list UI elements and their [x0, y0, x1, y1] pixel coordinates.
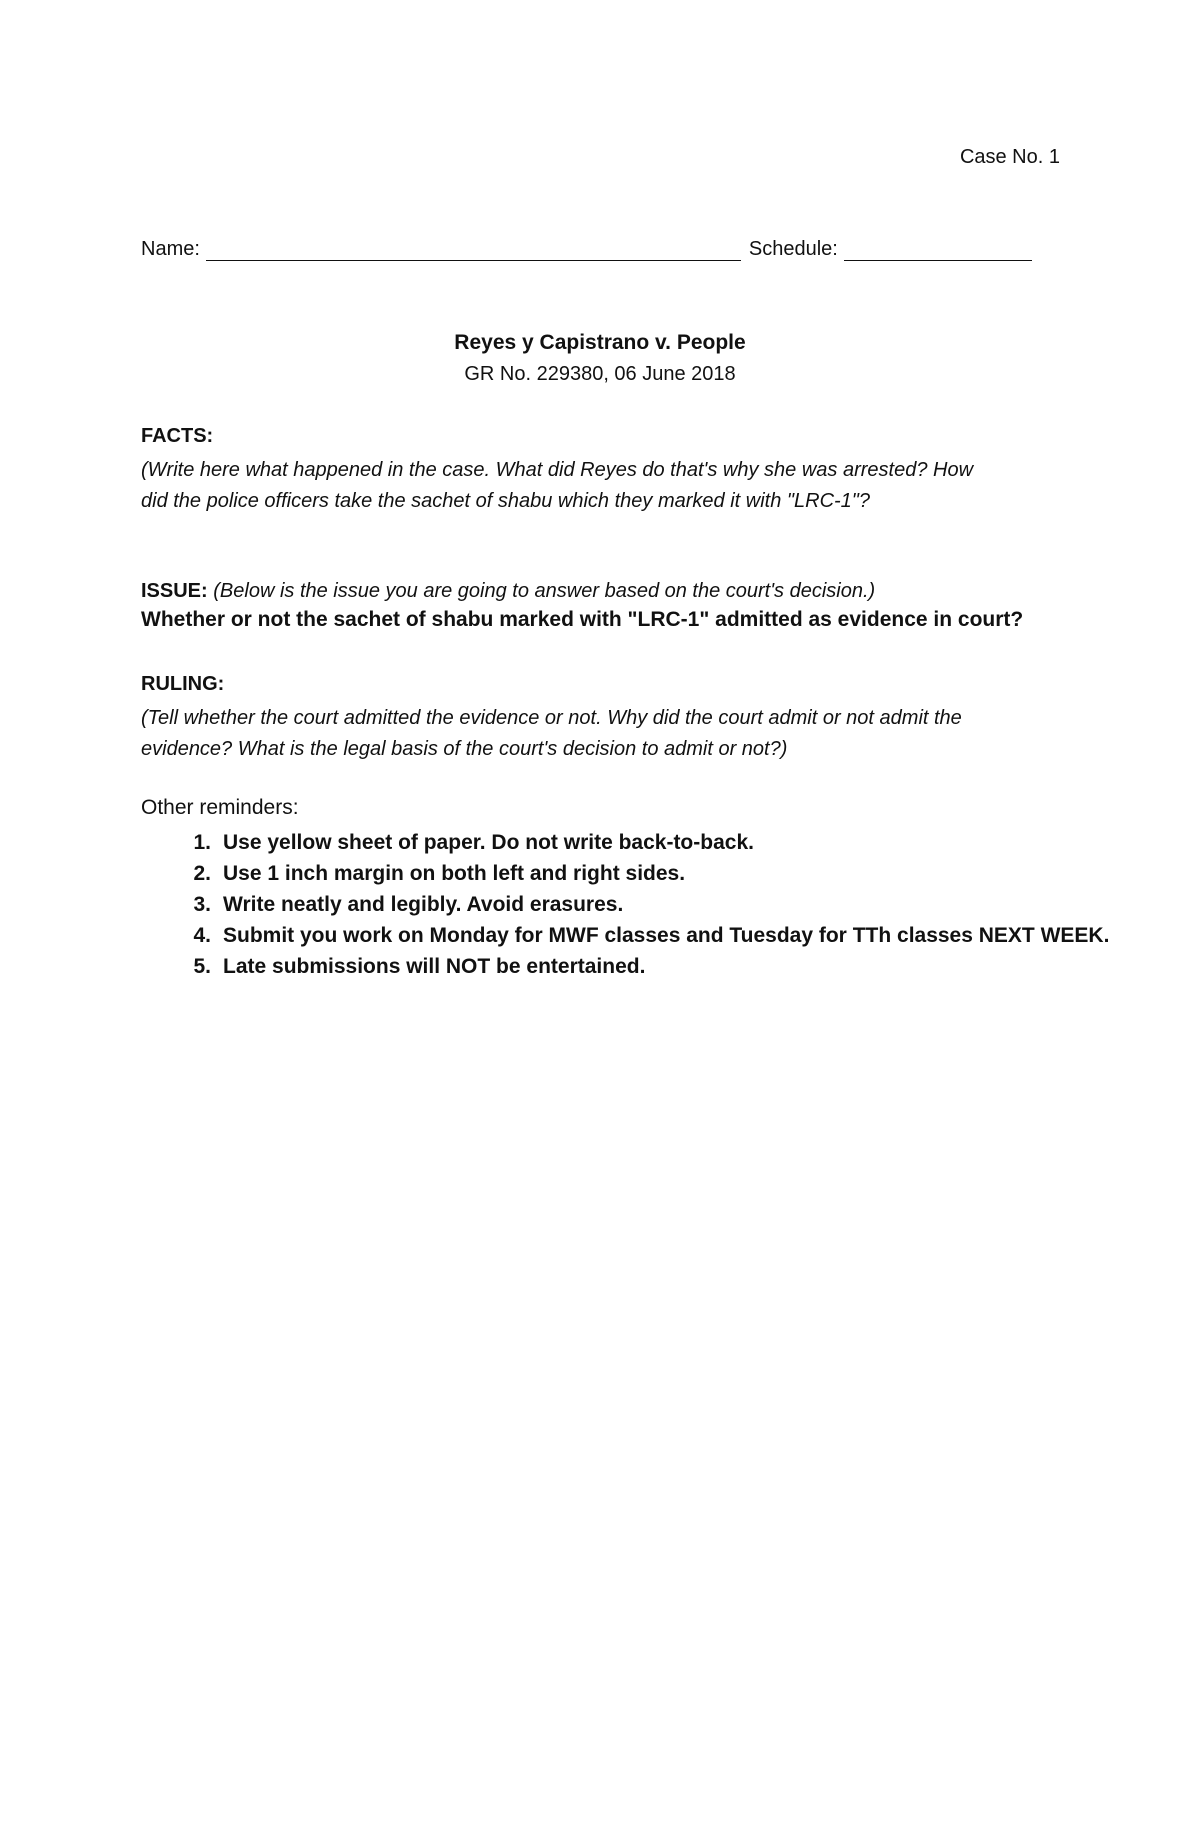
reminders-heading: Other reminders: [141, 796, 299, 819]
list-item-text: Use yellow sheet of paper. Do not write back-to-back. [223, 831, 754, 854]
name-schedule-row [141, 238, 1032, 261]
name-label: Name: [141, 238, 200, 260]
issue-question: Whether or not the sachet of shabu marked with "LRC-1" admitted as evidence in court? [141, 608, 1024, 631]
list-item [141, 920, 1109, 951]
list-item [141, 951, 1109, 982]
list-item [141, 827, 1109, 858]
ruling-instruction-line: evidence? What is the legal basis of the court's decision to admit or not?) [141, 738, 788, 760]
reminders-list [141, 827, 1109, 982]
facts-heading: FACTS: [141, 425, 214, 447]
list-item-text: Use 1 inch margin on both left and right sides. [223, 862, 686, 885]
list-item-number: 2. [193, 862, 211, 885]
list-item-number: 4. [193, 924, 211, 947]
facts-instruction [141, 455, 973, 517]
issue-heading: ISSUE: [141, 580, 208, 602]
facts-instruction-line: (Write here what happened in the case. What did Reyes do that's why she was arrested? How [141, 459, 974, 481]
list-item-text: Write neatly and legibly. Avoid erasures. [223, 893, 624, 916]
facts-instruction-line: did the police officers take the sachet of shabu which they marked it with "LRC-1"? [141, 490, 871, 512]
schedule-label: Schedule: [748, 238, 838, 260]
list-item-text: Late submissions will NOT be entertained. [223, 955, 646, 978]
schedule-blank-line [844, 240, 1032, 261]
name-blank-line [206, 240, 741, 261]
list-item-text: Submit you work on Monday for MWF classes and Tuesday for TTh classes NEXT WEEK. [223, 924, 1110, 947]
case-title: Reyes y Capistrano v. People [454, 331, 746, 354]
case-gr-number: GR No. 229380, 06 June 2018 [464, 363, 736, 385]
ruling-instruction [141, 703, 962, 765]
list-item [141, 889, 1109, 920]
ruling-instruction-line: (Tell whether the court admitted the evidence or not. Why did the court admit or not admit the [141, 707, 962, 729]
case-number: Case No. 1 [959, 146, 1060, 168]
issue-instruction: (Below is the issue you are going to answer based on the court's decision.) [213, 580, 876, 602]
ruling-heading: RULING: [141, 673, 225, 695]
issue-row [141, 580, 875, 603]
list-item-number: 5. [193, 955, 211, 978]
list-item-number: 1. [193, 831, 211, 854]
list-item [141, 858, 1109, 889]
list-item-number: 3. [193, 893, 211, 916]
